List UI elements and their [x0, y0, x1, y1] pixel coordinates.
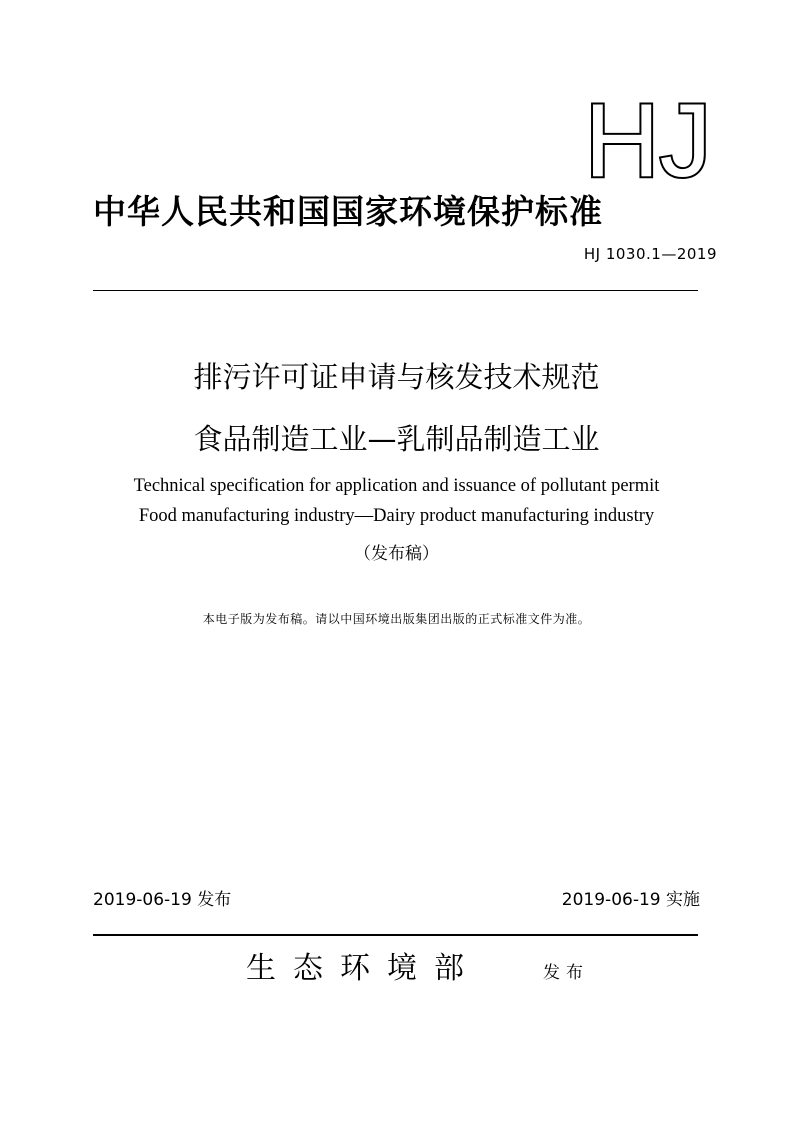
hj-logo [578, 92, 718, 184]
title-en-sub: Food manufacturing industry—Dairy product manufacturing industry [138, 506, 655, 526]
issuer-name: 生态环境部 [246, 951, 481, 986]
hj-logo-text: HJ [584, 92, 712, 184]
issuer-suffix: 发布 [543, 963, 589, 983]
edition-notice: 本电子版为发布稿。请以中国环境出版集团出版的正式标准文件为准。 [202, 612, 591, 626]
title-cn-main: 排污许可证申请与核发技术规范 [193, 360, 600, 394]
header-divider [93, 290, 698, 291]
organization-title: 中华人民共和国国家环境保护标准 [93, 192, 603, 231]
standard-number: HJ 1030.1—2019 [583, 245, 717, 263]
issue-date: 2019-06-19 发布 [93, 890, 232, 910]
footer-divider [93, 934, 698, 936]
title-en-main: Technical specification for application and issuance of pollutant permit [133, 476, 660, 496]
implementation-date: 2019-06-19 实施 [561, 890, 700, 910]
title-cn-sub: 食品制造工业—乳制品制造工业 [193, 422, 600, 456]
draft-label: （发布稿） [354, 544, 439, 564]
